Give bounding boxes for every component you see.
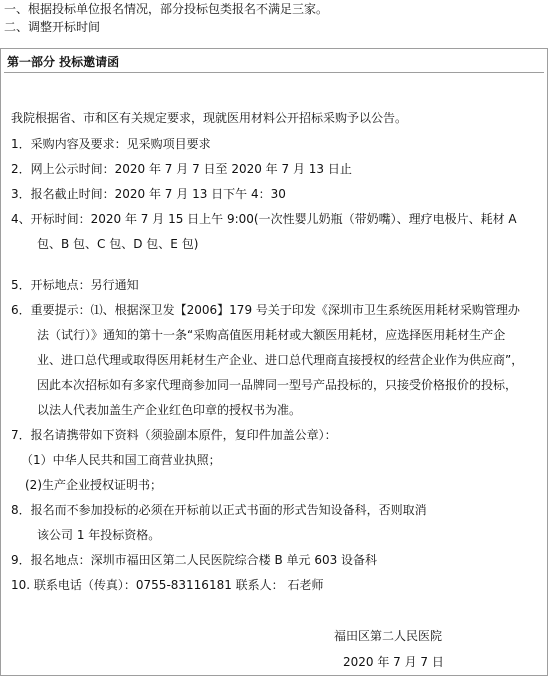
- signature-date: 2020 年 7 月 7 日: [343, 655, 444, 669]
- item-2: 2．网上公示时间：2020 年 7 月 7 日至 2020 年 7 月 13 日止: [11, 162, 352, 176]
- item-6-line-3: 业、进口总代理或取得医用耗材生产企业、进口总代理商直接授权的经营企业作为供应商”，: [37, 353, 524, 367]
- item-8-line-1: 8．报名而不参加投标的必须在开标前以正式书面的形式告知设备科，否则取消: [11, 503, 427, 517]
- item-7-sub-2: (2)生产企业授权证明书；: [25, 478, 162, 492]
- item-6-line-4: 因此本次招标如有多家代理商参加同一品牌同一型号产品投标的，只接受价格报价的投标，: [37, 378, 518, 392]
- item-6-line-1: 6．重要提示：⑴、根据深卫发【2006】179 号关于印发《深圳市卫生系统医用耗材采购管理办: [11, 303, 520, 317]
- item-6-line-2: 法（试行）》通知的第十一条“采购高值医用耗材或大额医用耗材，应选择医用耗材生产企: [37, 328, 506, 342]
- item-9: 9．报名地点：深圳市福田区第二人民医院综合楼 B 单元 603 设备科: [11, 553, 378, 567]
- top-notes: [4, 0, 328, 36]
- item-4-line-1: 4、开标时间：2020 年 7 月 15 日上午 9:00(一次性婴儿奶瓶（带奶嘴）、理疗电极片、耗材 A: [11, 212, 517, 226]
- item-6-line-5: 以法人代表加盖生产企业红色印章的授权书为准。: [37, 403, 302, 417]
- item-7-sub-1: （1）中华人民共和国工商营业执照；: [21, 453, 221, 467]
- item-1: 1．采购内容及要求：见采购项目要求: [11, 137, 211, 151]
- item-5: 5．开标地点：另行通知: [11, 278, 139, 292]
- item-7: 7．报名请携带如下资料（须验副本原件，复印件加盖公章）：: [11, 428, 337, 442]
- item-10: 10. 联系电话（传真）：0755-83116181 联系人： 石老师: [11, 578, 324, 592]
- invitation-frame: [0, 48, 548, 676]
- title-divider: [4, 72, 544, 73]
- item-3: 3．报名截止时间：2020 年 7 月 13 日下午 4：30: [11, 187, 286, 201]
- section-title: 第一部分 投标邀请函: [7, 55, 120, 69]
- intro-paragraph: 我院根据省、市和区有关规定要求，现就医用材料公开招标采购予以公告。: [11, 111, 408, 125]
- signature-org: 福田区第二人民医院: [334, 629, 443, 643]
- item-8-line-2: 该公司 1 年投标资格。: [37, 528, 161, 542]
- item-4-line-2: 包、B 包、C 包、D 包、E 包): [37, 237, 199, 251]
- top-note-2: 二、调整开标时间: [4, 20, 101, 34]
- top-note-1: 一、根据投标单位报名情况，部分投标包类报名不满足三家。: [4, 2, 329, 16]
